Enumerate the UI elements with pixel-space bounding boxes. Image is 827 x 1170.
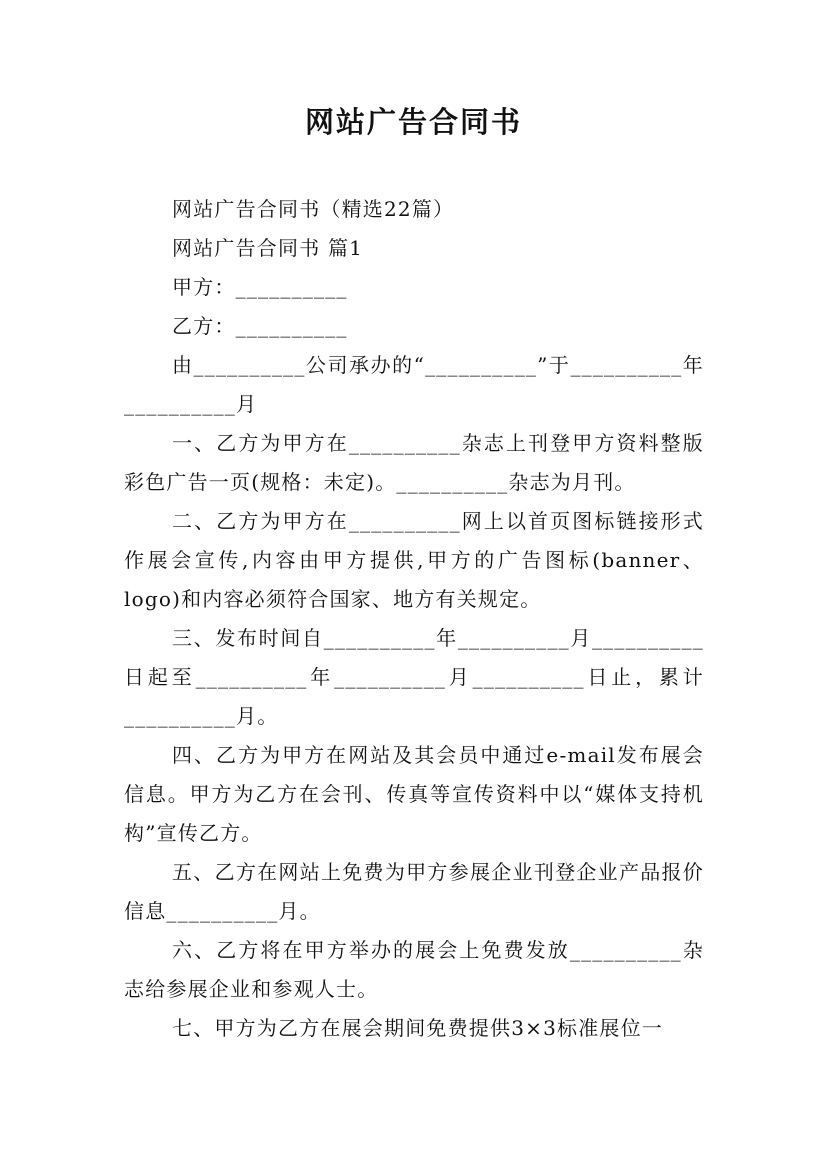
document-title: 网站广告合同书 — [304, 105, 522, 139]
paragraph-intro: 由__________公司承办的“__________”于__________年__________月 — [124, 353, 704, 416]
paragraph-clause-3: 三、发布时间自__________年__________月__________日起至__________年__________月__________日止，累计__________月。 — [124, 626, 704, 728]
paragraph-party-b: 乙方：__________ — [172, 314, 348, 338]
paragraph-clause-6: 六、乙方将在甲方举办的展会上免费发放__________杂志给参展企业和参观人士。 — [124, 938, 704, 1001]
paragraph-clause-5: 五、乙方在网站上免费为甲方参展企业刊登企业产品报价信息__________月。 — [124, 860, 704, 923]
paragraph-party-a: 甲方：__________ — [172, 275, 348, 299]
paragraph-clause-2: 二、乙方为甲方在__________网上以首页图标链接形式作展会宣传,内容由甲方提供,甲方的广告图标(banner、logo)和内容必须符合国家、地方有关规定。 — [124, 509, 704, 611]
paragraph-clause-7: 七、甲方为乙方在展会期间免费提供3×3标准展位一 — [172, 1016, 664, 1040]
paragraph-section-heading: 网站广告合同书 篇1 — [172, 236, 364, 260]
paragraph-clause-1: 一、乙方为甲方在__________杂志上刊登甲方资料整版彩色广告一页(规格：未定)。__________杂志为月刊。 — [124, 431, 704, 494]
document-body — [124, 190, 704, 1048]
paragraph-subtitle: 网站广告合同书（精选22篇） — [172, 197, 455, 221]
paragraph-clause-4: 四、乙方为甲方在网站及其会员中通过e-mail发布展会信息。甲方为乙方在会刊、传真等宣传资料中以“媒体支持机构”宣传乙方。 — [124, 743, 704, 845]
